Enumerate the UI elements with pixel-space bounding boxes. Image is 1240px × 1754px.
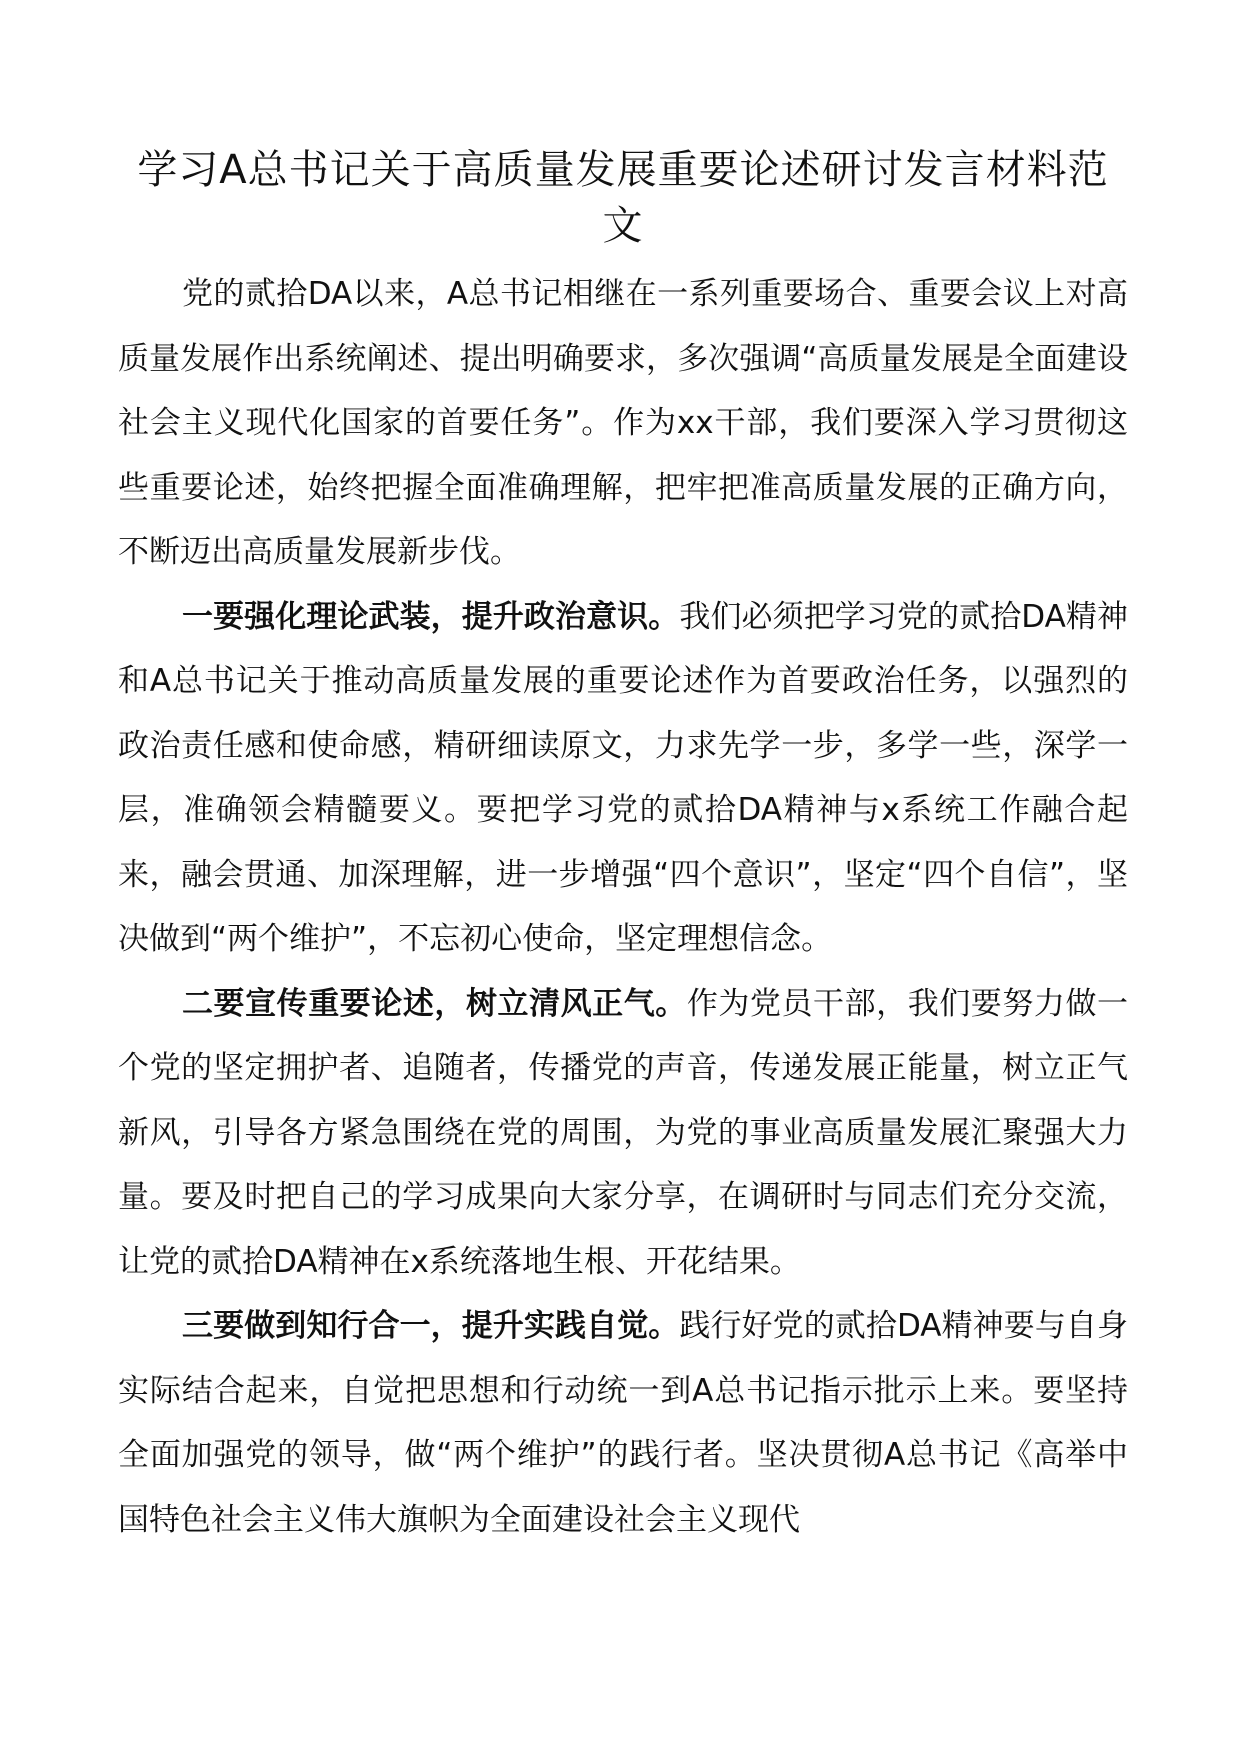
section-1-body: 我们必须把学习党的贰拾DA精神和A总书记关于推动高质量发展的重要论述作为首要政治任务，以强烈的政治责任感和使命感，精研细读原文，力求先学一步，多学一些，深学一层，准确领会精髓要义。要把学习党的贰拾DA精神与x系统工作融合起来，融会贯通、加深理解，进一步增强“四个意识”，坚定“四个自信”，坚决做到“两个维护”，不忘初心使命，坚定理想信念。 bbox=[118, 598, 1129, 957]
section-2-body: 作为党员干部，我们要努力做一个党的坚定拥护者、追随者，传播党的声音，传递发展正能量，树立正气新风，引导各方紧急围绕在党的周围，为党的事业高质量发展汇聚强大力量。要及时把自己的学习成果向大家分享，在调研时与同志们充分交流，让党的贰拾DA精神在x系统落地生根、开花结果。 bbox=[118, 985, 1128, 1280]
section-1-heading: 一要强化理论武装，提升政治意识。 bbox=[182, 598, 680, 635]
document-title: 学习A总书记关于高质量发展重要论述研讨发言材料范文 bbox=[137, 147, 1109, 249]
document-page bbox=[118, 142, 1128, 1552]
section-2-paragraph bbox=[118, 972, 1128, 1295]
section-3-body: 践行好党的贰拾DA精神要与自身实际结合起来，自觉把思想和行动统一到A总书记指示批示上来。要坚持全面加强党的领导，做“两个维护”的践行者。坚决贯彻A总书记《高举中国特色社会主义伟大旗帜为全面建设社会主义现代 bbox=[118, 1308, 1129, 1538]
section-1-paragraph bbox=[118, 585, 1128, 972]
intro-paragraph: 党的贰拾DA以来，A总书记相继在一系列重要场合、重要会议上对高质量发展作出系统阐述、提出明确要求，多次强调“高质量发展是全面建设社会主义现代化国家的首要任务”。作为xx干部，我们要深入学习贯彻这些重要论述，始终把握全面准确理解，把牢把准高质量发展的正确方向，不断迈出高质量发展新步伐。 bbox=[118, 276, 1128, 570]
section-3-paragraph bbox=[118, 1294, 1128, 1552]
section-3-heading: 三要做到知行合一，提升实践自觉。 bbox=[182, 1308, 680, 1344]
section-2-heading: 二要宣传重要论述，树立清风正气。 bbox=[182, 985, 687, 1022]
